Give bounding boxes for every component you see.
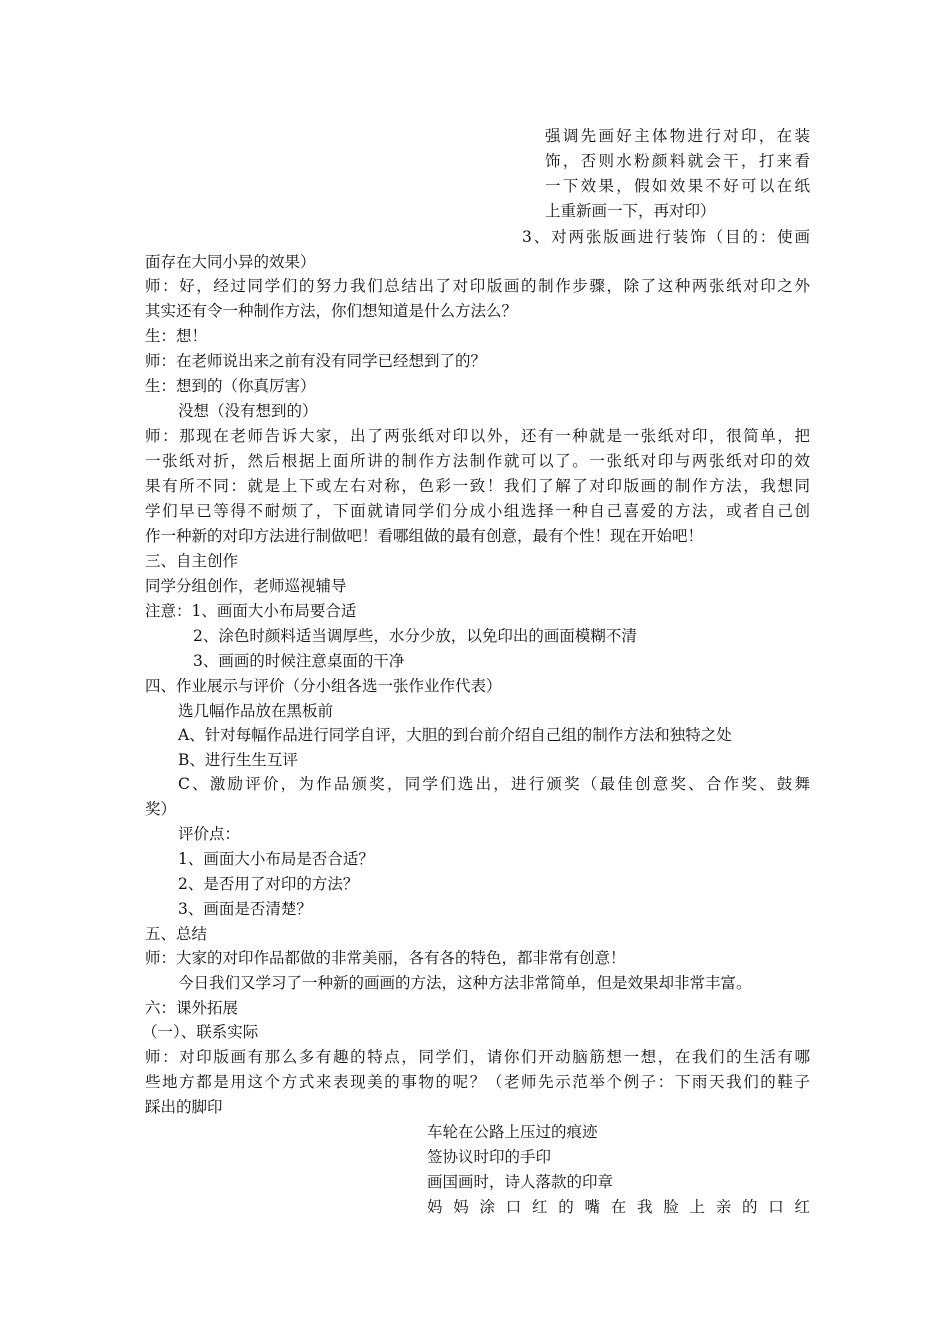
teacher-line: 师：那现在老师告诉大家，出了两张纸对印以外，还有一种就是一张纸对印，很简单，把	[145, 427, 810, 445]
student-line: 生：想！	[145, 327, 208, 345]
text-line: 一下效果，假如效果不好可以在纸	[545, 177, 810, 195]
teacher-line: 学们早已等得不耐烦了，下面就请同学们分成小组选择一种自己喜爱的方法，或者自己创	[145, 502, 810, 520]
subsection-heading: （一）、联系实际	[142, 1023, 259, 1041]
list-item: 3、画面是否清楚？	[178, 900, 312, 918]
list-item: B、进行生生互评	[178, 751, 298, 769]
text-line: 选几幅作品放在黑板前	[178, 702, 334, 720]
text-line: 饰，否则水粉颜料就会干，打来看	[545, 152, 810, 170]
text-line: 评价点：	[178, 825, 241, 843]
list-item: 1、画面大小布局是否合适？	[178, 850, 374, 868]
student-line: 没想（没有想到的）	[178, 402, 318, 420]
note-item: 3、画画的时候注意桌面的干净	[193, 652, 405, 670]
text-line: 上重新画一下，再对印）	[545, 202, 716, 220]
list-item: A、针对每幅作品进行同学自评，大胆的到台前介绍自己组的制作方法和独特之处	[178, 726, 732, 744]
teacher-line: 些地方都是用这个方式来表现美的事物的呢？（老师先示范举个例子：下雨天我们的鞋子	[145, 1073, 810, 1091]
teacher-line: 师：在老师说出来之前有没有同学已经想到了的？	[145, 352, 487, 370]
section-heading: 四、作业展示与评价（分小组各选一张作业作代表）	[145, 677, 502, 695]
list-item: C、激励评价，为作品颁奖，同学们选出，进行颁奖（最佳创意奖、合作奖、鼓舞	[178, 775, 810, 793]
section-heading: 六：课外拓展	[145, 999, 239, 1017]
example-item: 妈妈涂口红的嘴在我脸上亲的口红	[427, 1198, 810, 1216]
section-heading: 五、总结	[145, 925, 208, 943]
teacher-line: 师：大家的对印作品都做的非常美丽，各有各的特色，都非常有创意！	[145, 949, 626, 967]
teacher-line: 师：好，经过同学们的努力我们总结出了对印版画的制作步骤，除了这种两张纸对印之外	[145, 277, 810, 295]
teacher-line: 师：对印版画有那么多有趣的特点，同学们，请你们开动脑筋想一想，在我们的生活有哪	[145, 1048, 810, 1066]
example-item: 画国画时，诗人落款的印章	[427, 1173, 614, 1191]
teacher-line: 作一种新的对印方法进行制做吧！看哪组做的最有创意，最有个性！现在开始吧！	[145, 527, 704, 545]
note-item: 注意：1、画面大小布局要合适	[145, 602, 357, 620]
step-3-continuation: 面存在大同小异的效果）	[145, 253, 316, 271]
section-heading: 三、自主创作	[145, 552, 239, 570]
teacher-line: 踩出的脚印	[145, 1098, 223, 1116]
list-item: 2、是否用了对印的方法？	[178, 875, 359, 893]
teacher-line: 其实还有令一种制作方法，你们想知道是什么方法么？	[145, 302, 518, 320]
teacher-line: 一张纸对折，然后根据上面所讲的制作方法制作就可以了。一张纸对印与两张纸对印的效	[145, 452, 810, 470]
teacher-line: 果有所不同：就是上下或左右对称，色彩一致！我们了解了对印版画的制作方法，我想同	[145, 477, 810, 495]
text-line: 同学分组创作，老师巡视辅导	[145, 577, 347, 595]
text-line: 强调先画好主体物进行对印，在装	[545, 127, 810, 145]
list-item-continuation: 奖）	[145, 800, 177, 818]
text-line: 今日我们又学习了一种新的画画的方法，这种方法非常简单，但是效果却非常丰富。	[178, 974, 752, 992]
step-3-line: 3、对两张版画进行装饰（目的：使画	[522, 228, 810, 246]
student-line: 生：想到的（你真厉害）	[145, 377, 316, 395]
example-item: 车轮在公路上压过的痕迹	[427, 1123, 598, 1141]
note-item: 2、涂色时颜料适当调厚些，水分少放，以免印出的画面模糊不清	[193, 627, 637, 645]
example-item: 签协议时印的手印	[427, 1148, 552, 1166]
